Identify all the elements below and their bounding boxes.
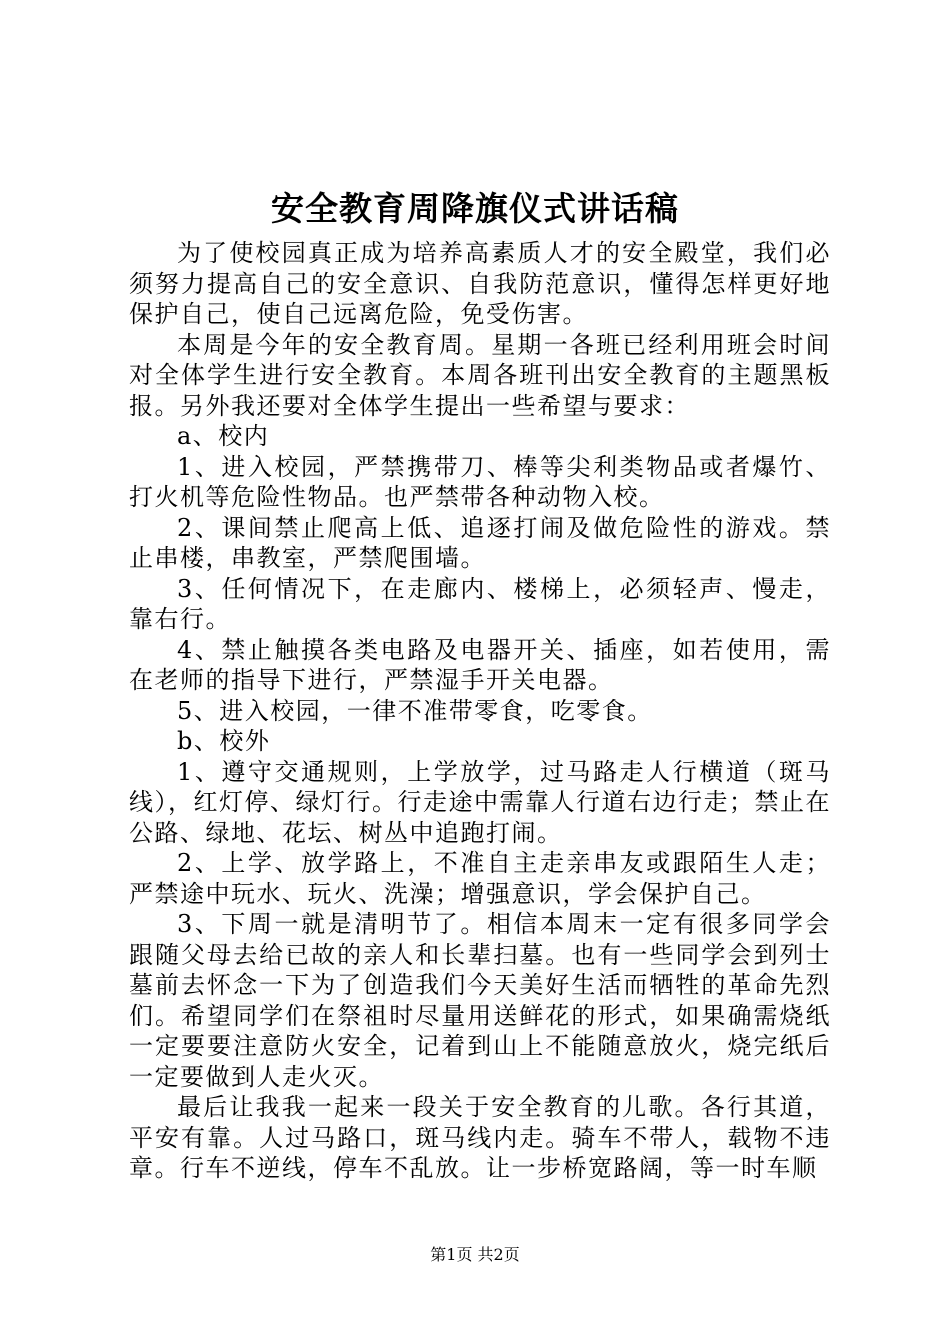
list-item: 3、下周一就是清明节了。相信本周末一定有很多同学会跟随父母去给已故的亲人和长辈扫墓。也有一些同学会到列士墓前去怀念一下为了创造我们今天美好生活而牺牲的革命先烈们。希望同学们在祭祖时尽量用送鲜花的形式，如果确需烧纸一定要要注意防火安全，记着到山上不能随意放火，烧完纸后一定要做到人走火灭。	[129, 910, 831, 1091]
list-item: 3、任何情况下，在走廊内、楼梯上，必须轻声、慢走，靠右行。	[129, 574, 831, 633]
list-item: 4、禁止触摸各类电路及电器开关、插座，如若使用，需在老师的指导下进行，严禁湿手开关电器。	[129, 635, 831, 694]
paragraph: 为了使校园真正成为培养高素质人才的安全殿堂，我们必须努力提高自己的安全意识、自我防范意识，懂得怎样更好地保护自己，使自己远离危险，免受伤害。	[129, 239, 831, 328]
list-item: 1、进入校园，严禁携带刀、棒等尖利类物品或者爆竹、打火机等危险性物品。也严禁带各种动物入校。	[129, 452, 831, 511]
paragraph: 最后让我我一起来一段关于安全教育的儿歌。各行其道，平安有靠。人过马路口，斑马线内走。骑车不带人，载物不违章。行车不逆线，停车不乱放。让一步桥宽路阔，等一时车顺	[129, 1093, 831, 1182]
page-footer: 第1页 共2页	[430, 1245, 520, 1264]
document-title: 安全教育周降旗仪式讲话稿	[271, 189, 679, 228]
list-item: 2、上学、放学路上，不准自主走亲串友或跟陌生人走；严禁途中玩水、玩火、洗澡；增强意识，学会保护自己。	[129, 849, 831, 908]
section-heading-in-school: a、校内	[177, 422, 270, 450]
document-body	[129, 238, 831, 1184]
section-heading-out-of-school: b、校外	[177, 727, 271, 755]
paragraph: 本周是今年的安全教育周。星期一各班已经利用班会时间对全体学生进行安全教育。本周各班刊出安全教育的主题黑板报。另外我还要对全体学生提出一些希望与要求：	[129, 330, 831, 420]
list-item: 5、进入校园，一律不准带零食，吃零食。	[177, 696, 653, 725]
list-item: 1、遵守交通规则，上学放学，过马路走人行横道（斑马线），红灯停、绿灯行。行走途中需靠人行道右边行走；禁止在公路、绿地、花坛、树丛中追跑打闹。	[129, 757, 831, 847]
list-item: 2、课间禁止爬高上低、追逐打闹及做危险性的游戏。禁止串楼，串教室，严禁爬围墙。	[129, 513, 831, 572]
